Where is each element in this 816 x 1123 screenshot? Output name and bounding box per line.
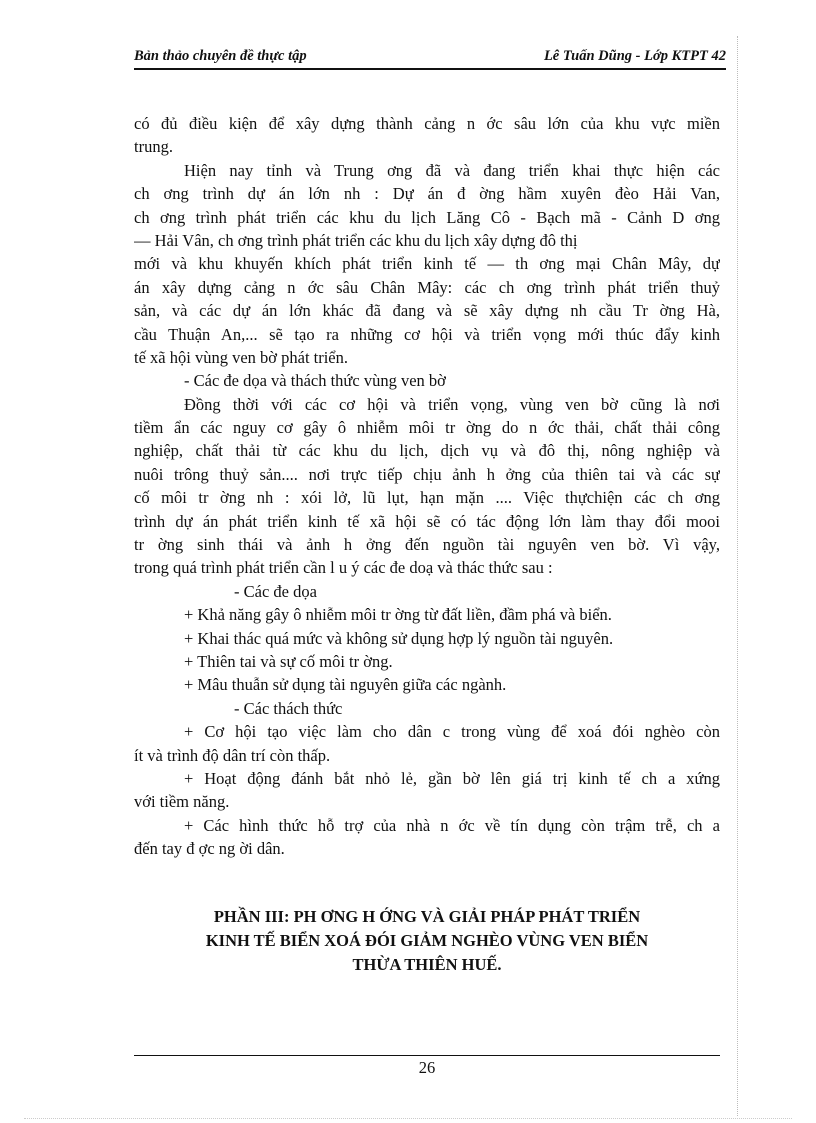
body-line: + Mâu thuẫn sử dụng tài nguyên giữa các ngành. xyxy=(184,675,507,695)
body-line: với tiềm năng. xyxy=(134,792,230,812)
body-line: có đủ điều kiện để xây dựng thành cảng n ớc sâu lớn của khu vực miền xyxy=(134,114,720,133)
body-line: + Khả năng gây ô nhiễm môi tr ờng từ đất liền, đầm phá và biển. xyxy=(184,605,612,625)
body-line: mới và khu khuyến khích phát triển kinh tế — th ơng mại Chân Mây, dự xyxy=(134,254,720,274)
body-line: Hiện nay tỉnh và Trung ơng đã và đang triển khai thực hiện các xyxy=(184,160,720,180)
body-line: tr ờng sinh thái và ảnh h ởng đến nguồn tài nguyên ven bờ. Vì vậy, xyxy=(134,535,720,555)
body-line: — Hải Vân, ch ơng trình phát triển các khu du lịch xây dựng đô thị xyxy=(134,230,578,250)
header-author-class: Lê Tuấn Dũng - Lớp KTPT 42 xyxy=(543,48,726,64)
section-heading-line: KINH TẾ BIỂN XOÁ ĐÓI GIẢM NGHÈO VÙNG VEN BIỂN xyxy=(205,931,649,950)
section-heading-line: PHẦN III: PH ƠNG H ỚNG VÀ GIẢI PHÁP PHÁT TRIỂN xyxy=(213,907,641,926)
running-header xyxy=(134,46,726,70)
body-line: + Khai thác quá mức và không sử dụng hợp lý nguồn tài nguyên. xyxy=(184,628,614,648)
body-line: ch ơng trình dự án lớn nh : Dự án đ ờng hầm xuyên đèo Hải Van, xyxy=(134,184,720,204)
body-line: + Cơ hội tạo việc làm cho dân c trong vùng để xoá đói nghèo còn xyxy=(184,722,720,742)
body-line: Đồng thời với các cơ hội và triển vọng, vùng ven bờ cũng là nơi xyxy=(184,394,720,414)
body-line: nghiệp, chất thải từ các khu du lịch, dịch vụ và đô thị, nông nghiệp và xyxy=(134,441,720,461)
body-line: cầu Thuận An,... sẽ tạo ra những cơ hội và triển vọng mới thúc đẩy kinh xyxy=(134,324,720,344)
section-heading xyxy=(134,905,720,977)
body-line: tiềm ẩn các nguy cơ gây ô nhiễm môi tr ờng do n ớc thải, chất thải công xyxy=(134,418,720,438)
body-line: + Thiên tai và sự cố môi tr ờng. xyxy=(184,651,393,671)
body-line: + Các hình thức hỗ trợ của nhà n ớc về tín dụng còn trậm trễ, ch a xyxy=(184,815,720,835)
bottom-dotted-border xyxy=(24,1118,792,1119)
body-line: ch ơng trình phát triển các khu du lịch Lăng Cô - Bạch mã - Cảnh D ơng xyxy=(134,207,720,227)
body-line: án xây dựng cảng n ớc sâu Chân Mây: các ch ơng trình phát triển thuỷ xyxy=(134,277,720,297)
body-line: trình dự án phát triển kinh tế xã hội sẽ có tác động lớn làm thay đổi mooi xyxy=(134,511,720,531)
header-document-title: Bản thảo chuyên đề thực tập xyxy=(134,48,307,64)
section-heading-line: THỪA THIÊN HUẾ. xyxy=(352,955,502,974)
body-line: - Các đe dọa và thách thức vùng ven bờ xyxy=(184,371,446,391)
footer-rule xyxy=(134,1055,720,1056)
body-line: trung. xyxy=(134,137,173,157)
body-line: nuôi trông thuỷ sản.... nơi trực tiếp chịu ảnh h ởng của thiên tai và các sự xyxy=(134,464,720,484)
body-line: đến tay đ ợc ng ời dân. xyxy=(134,839,285,859)
body-text xyxy=(134,112,720,861)
page-number: 26 xyxy=(418,1058,436,1077)
body-line: cố môi tr ờng nh : xói lở, lũ lụt, hạn mặn .... Việc thựchiện các ch ơng xyxy=(134,488,720,508)
body-line: + Hoạt động đánh bắt nhỏ lẻ, gần bờ lên giá trị kinh tế ch a xứng xyxy=(184,768,720,788)
body-line: - Các đe dọa xyxy=(234,581,317,601)
body-line: tế xã hội vùng ven bờ phát triển. xyxy=(134,347,349,367)
body-line: ít và trình độ dân trí còn thấp. xyxy=(134,745,331,765)
body-line: trong quá trình phát triển cần l u ý các đe doạ và thác thức sau : xyxy=(134,558,553,578)
body-line: - Các thách thức xyxy=(234,698,343,718)
body-line: sản, và các dự án lớn khác đã đang và sẽ xây dựng nh cầu Tr ờng Hà, xyxy=(134,301,720,321)
